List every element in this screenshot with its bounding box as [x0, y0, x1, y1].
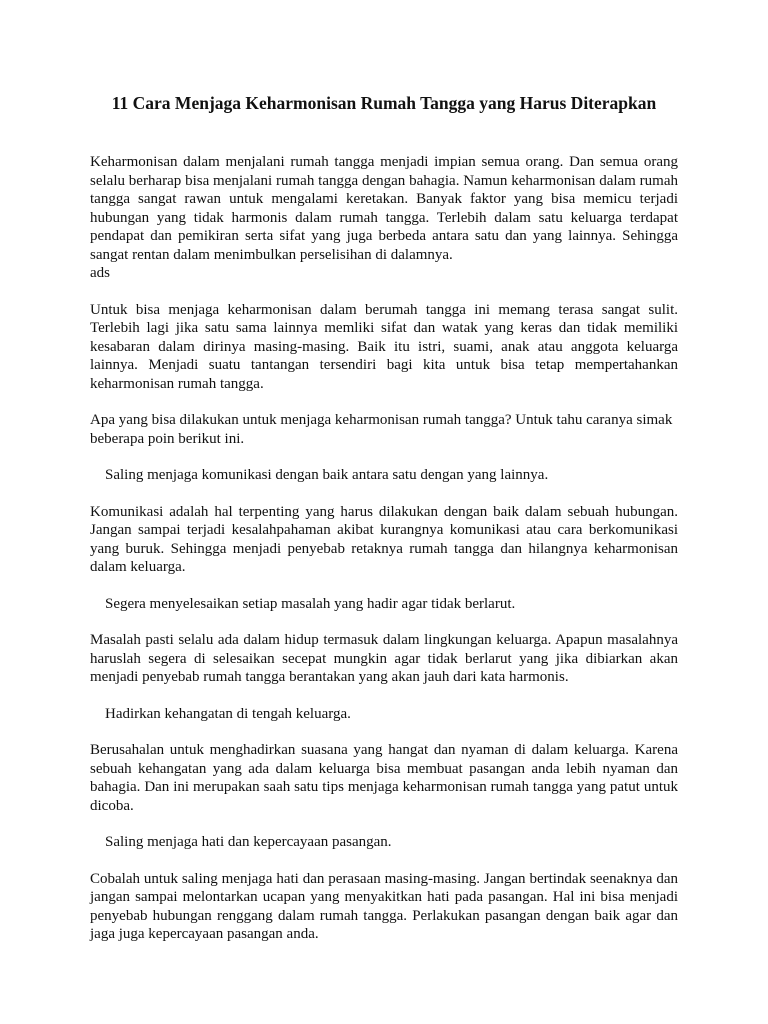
- tip-body-2: Masalah pasti selalu ada dalam hidup termasuk dalam lingkungan keluarga. Apapun masalahnya haruslah segera di selesaikan secepat mungkin agar tidak berlarut yang jika dibiarkan akan menjadi penyebab rumah tangga berantakan yang akan jauh dari kata harmonis.: [90, 632, 678, 685]
- document-title: 11 Cara Menjaga Keharmonisan Rumah Tangga yang Harus Diterapkan: [111, 93, 657, 113]
- tip-body-1: Komunikasi adalah hal terpenting yang harus dilakukan dengan baik dalam sebuah hubungan. Jangan sampai terjadi kesalahpahaman akibat kurangnya komunikasi atau cara berkomunikasi yang buruk. Sehingga menjadi penyebab retaknya rumah tangga dan hilangnya keharmonisan dalam keluarga.: [90, 503, 678, 575]
- tip-body-3: Berusahalan untuk menghadirkan suasana yang hangat dan nyaman di dalam keluarga. Karena sebuah kehangatan yang ada dalam keluarga bisa membuat pasangan anda lebih nyaman dan bahagia. Dan ini merupakan saah satu tips menjaga keharmonisan rumah tangga yang patut untuk dicoba.: [90, 742, 678, 814]
- intro-text: Keharmonisan dalam menjalani rumah tangga menjadi impian semua orang. Dan semua orang selalu berharap bisa menjalani rumah tangga dengan bahagia. Namun keharmonisan dalam rumah tangga sangat rawan untuk mengalami keretakan. Banyak faktor yang bisa memicu terjadi hubungan yang tidak harmonis dalam rumah tangga. Terlebih dalam satu keluarga terdapat pendapat dan pemikiran serta sifat yang juga berbeda antara satu dan yang lainnya. Sehingga sangat rentan dalam menimbulkan perselisihan di dalamnya.: [90, 154, 678, 263]
- tip-heading-4: Saling menjaga hati dan kepercayaan pasangan.: [105, 834, 392, 850]
- tip-heading-2: Segera menyelesaikan setiap masalah yang hadir agar tidak berlarut.: [105, 595, 516, 612]
- tip-heading-1: Saling menjaga komunikasi dengan baik antara satu dengan yang lainnya.: [105, 467, 549, 483]
- paragraph-question: Apa yang bisa dilakukan untuk menjaga keharmonisan rumah tangga? Untuk tahu caranya simak beberapa poin berikut ini.: [90, 412, 673, 447]
- paragraph-difficulty: Untuk bisa menjaga keharmonisan dalam berumah tangga ini memang terasa sangat sulit. Terlebih lagi jika satu sama lainnya memliki sifat dan watak yang keras dan tidak memiliki kesabaran dalam dirinya masing-masing. Baik itu istri, suami, anak atau anggota keluarga lainnya. Menjadi suatu tantangan tersendiri bagi kita untuk bisa tetap mempertahankan keharmonisan rumah tangga.: [90, 301, 678, 392]
- intro-paragraph: [90, 153, 678, 283]
- tip-body-4: Cobalah untuk saling menjaga hati dan perasaan masing-masing. Jangan bertindak seenaknya dan jangan sampai melontarkan ucapan yang menyakitkan hati pada pasangan. Hal ini bisa menjadi penyebab hubungan renggang dalam rumah tangga. Perlakukan pasangan dengan baik agar dan jaga juga kepercayaan pasangan anda.: [90, 870, 678, 942]
- tip-heading-3: Hadirkan kehangatan di tengah keluarga.: [105, 705, 351, 722]
- ads-label: ads: [90, 265, 110, 281]
